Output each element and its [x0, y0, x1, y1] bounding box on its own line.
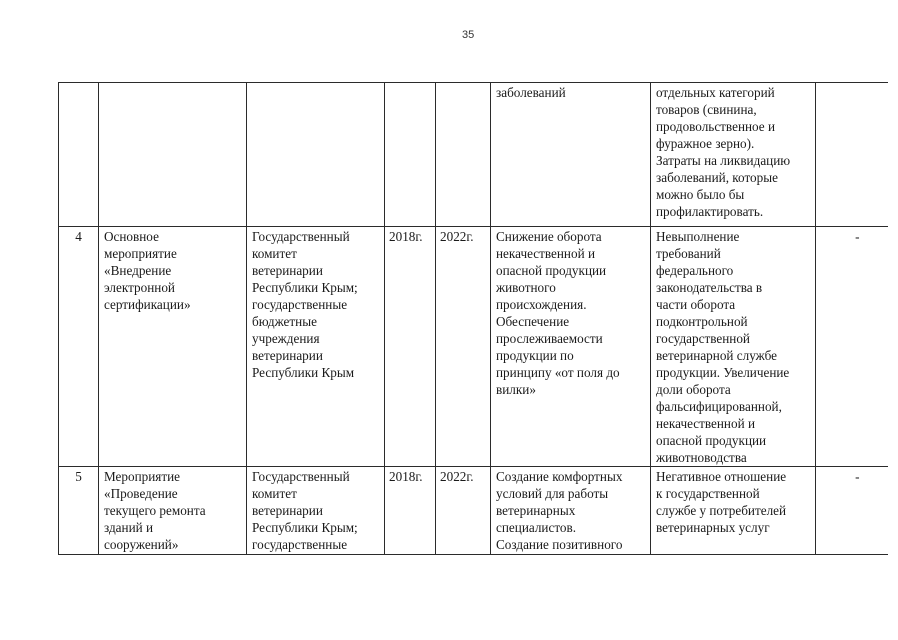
- consequences-cell: Невыполнение требований федерального законодательства в части оборота подконтрольной государственной ветеринарной службе продукции. Увеличение доли оборота фальсифицированной, некачественной и опасной продукции животноводства: [651, 227, 816, 467]
- start-year-cell: 2018г.: [385, 227, 436, 467]
- indicator-link-cell: -: [816, 467, 888, 555]
- row-number-cell: 4: [59, 227, 99, 467]
- page-number: 35: [462, 29, 475, 41]
- indicator-link-cell: [816, 83, 888, 227]
- row-number-cell: [59, 83, 99, 227]
- event-name-cell: [99, 83, 247, 227]
- event-name-cell: Основное мероприятие «Внедрение электронной сертификации»: [99, 227, 247, 467]
- executor-cell: [247, 83, 385, 227]
- executor-cell: Государственный комитет ветеринарии Республики Крым; государственные бюджетные учреждения ветеринарии Республики Крым: [247, 227, 385, 467]
- executor-cell: Государственный комитет ветеринарии Республики Крым; государственные: [247, 467, 385, 555]
- start-year-cell: [385, 83, 436, 227]
- indicator-link-cell: -: [816, 227, 888, 467]
- start-year-cell: 2018г.: [385, 467, 436, 555]
- expected-result-cell: Снижение оборота некачественной и опасной продукции животного происхождения. Обеспечение прослеживаемости продукции по принципу «от поля до вилки»: [491, 227, 651, 467]
- table-row: [59, 227, 888, 467]
- consequences-cell: Негативное отношение к государственной службе у потребителей ветеринарных услуг: [651, 467, 816, 555]
- end-year-cell: 2022г.: [436, 227, 491, 467]
- table-row: [59, 83, 888, 227]
- end-year-cell: 2022г.: [436, 467, 491, 555]
- program-events-table: [58, 82, 888, 555]
- expected-result-cell: Создание комфортных условий для работы ветеринарных специалистов. Создание позитивного: [491, 467, 651, 555]
- expected-result-cell: заболеваний: [491, 83, 651, 227]
- row-number-cell: 5: [59, 467, 99, 555]
- consequences-cell: отдельных категорий товаров (свинина, продовольственное и фуражное зерно). Затраты на ликвидацию заболеваний, которые можно было бы профилактировать.: [651, 83, 816, 227]
- table-row: [59, 467, 888, 555]
- event-name-cell: Мероприятие «Проведение текущего ремонта зданий и сооружений»: [99, 467, 247, 555]
- end-year-cell: [436, 83, 491, 227]
